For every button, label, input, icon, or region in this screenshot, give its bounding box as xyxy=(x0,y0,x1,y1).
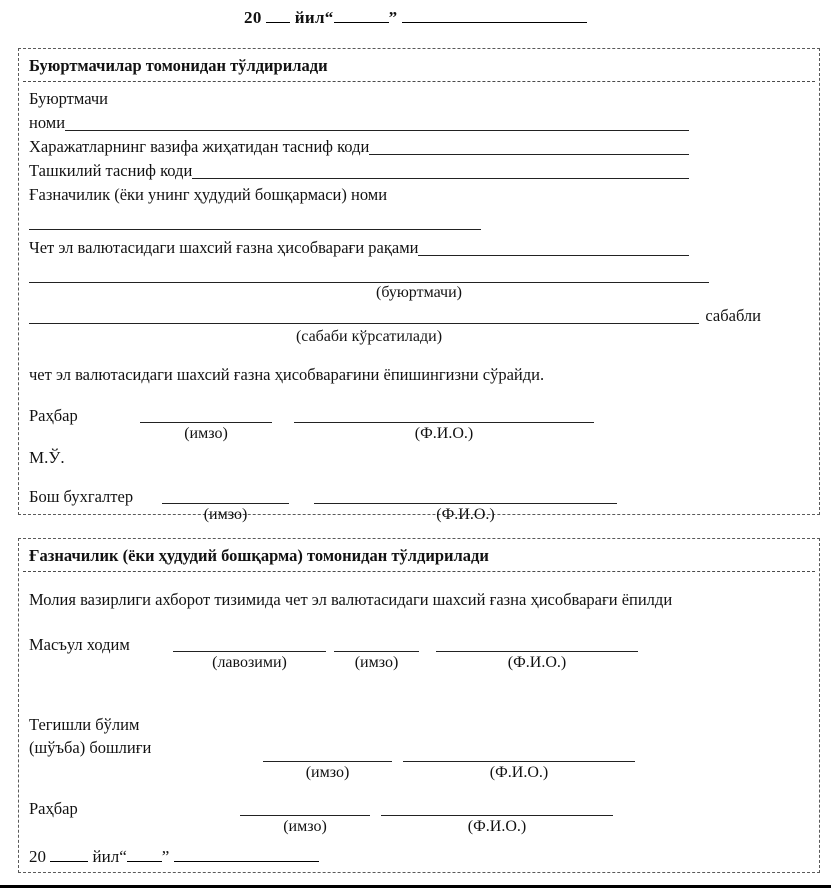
department-head-label-line2: (шўъба) бошлиғи xyxy=(29,738,152,757)
accountant-sign-block xyxy=(162,485,289,525)
officer-position-block xyxy=(173,633,326,673)
leader-fio-blank xyxy=(294,404,594,423)
bottom-date-day-blank xyxy=(127,848,162,862)
officer-sign-blank xyxy=(334,633,419,652)
bottom-date-year-prefix: 20 xyxy=(29,847,46,866)
account-number-label: Чет эл валютасидаги шахсий ғазна ҳисобварағи рақами xyxy=(29,238,419,257)
org-class-label: Ташкилий тасниф коди xyxy=(29,161,193,180)
officer-fio-block xyxy=(436,633,638,673)
bottom-date-year-blank xyxy=(50,848,88,862)
treasury-leader-sign-blank xyxy=(240,797,370,816)
treasury-leader-fio-caption: (Ф.И.О.) xyxy=(467,818,527,835)
officer-position-caption: (лавозими) xyxy=(212,654,287,671)
department-head-label-line1: Тегишли бўлим xyxy=(29,715,140,734)
officer-fio-blank xyxy=(436,633,638,652)
top-date-month-blank xyxy=(402,9,587,23)
customer-name-label: номи xyxy=(29,113,66,132)
account-number-blank xyxy=(418,240,689,256)
leader-label: Раҳбар xyxy=(29,406,78,425)
treasury-leader-label: Раҳбар xyxy=(29,799,78,818)
officer-fio-caption: (Ф.И.О.) xyxy=(507,654,567,671)
treasury-leader-signature-row xyxy=(29,797,809,837)
department-fio-caption: (Ф.И.О.) xyxy=(489,764,549,781)
org-class-row xyxy=(29,159,809,182)
account-number-row xyxy=(29,236,809,259)
reason-caption: (сабаби кўрсатилади) xyxy=(295,328,443,345)
expense-class-blank xyxy=(369,139,689,155)
reason-row xyxy=(29,304,809,327)
department-sign-block xyxy=(263,743,392,783)
stamp-label: М.Ў. xyxy=(29,448,65,467)
officer-signature-row xyxy=(29,633,809,673)
leader-sign-blank xyxy=(140,404,272,423)
top-date-day-blank xyxy=(334,9,389,23)
expense-class-label: Харажатларнинг вазифа жиҳатидан тасниф коди xyxy=(29,137,370,156)
accountant-fio-block xyxy=(314,485,617,525)
customer-name-blank xyxy=(65,115,689,131)
department-fio-blank xyxy=(403,743,635,762)
section-treasury xyxy=(18,538,820,873)
officer-position-blank xyxy=(173,633,326,652)
top-date-year-prefix: 20 xyxy=(244,8,262,27)
expense-class-row xyxy=(29,135,809,158)
accountant-signature-row xyxy=(29,485,809,525)
accountant-fio-blank xyxy=(314,485,617,504)
title-divider-2 xyxy=(23,571,815,572)
section-treasury-title: Ғазначилик (ёки ҳудудий бошқарма) томонидан тўлдирилади xyxy=(29,546,489,565)
treasury-leader-fio-block xyxy=(381,797,613,837)
department-head-signature-row xyxy=(29,713,809,783)
officer-label: Масъул ходим xyxy=(29,635,130,654)
customer-caption: (буюртмачи) xyxy=(375,284,462,301)
officer-sign-caption: (имзо) xyxy=(354,654,399,671)
section-customer-title: Буюртмачилар томонидан тўлдирилади xyxy=(29,56,328,75)
top-date-year-blank xyxy=(266,9,290,23)
customer-signature-blank xyxy=(29,263,709,283)
reason-blank xyxy=(29,308,699,324)
request-sentence: чет эл валютасидаги шахсий ғазна ҳисобварағини ёпишингизни сўрайди. xyxy=(29,365,545,384)
reason-word: сабабли xyxy=(705,306,761,325)
treasury-leader-fio-blank xyxy=(381,797,613,816)
bottom-date-close-quote: ” xyxy=(161,847,170,866)
customer-name-row xyxy=(29,111,809,134)
leader-sign-caption: (имзо) xyxy=(184,425,228,442)
department-head-label xyxy=(29,713,263,759)
accountant-label: Бош бухгалтер xyxy=(29,487,134,506)
closure-statement: Молия вазирлиги ахборот тизимида чет эл валютасидаги шахсий ғазна ҳисобварағи ёпилди xyxy=(29,590,673,609)
leader-signature-row xyxy=(29,404,809,444)
top-date-close-quote: ” xyxy=(388,8,398,27)
treasury-name-blank xyxy=(29,209,481,230)
bottom-date-year-word: йил xyxy=(92,847,120,866)
officer-sign-block xyxy=(334,633,419,673)
accountant-fio-caption: (Ф.И.О.) xyxy=(436,506,495,523)
title-divider xyxy=(23,81,815,82)
accountant-sign-blank xyxy=(162,485,289,504)
top-date-line xyxy=(0,0,831,28)
leader-sign-block xyxy=(140,404,272,444)
treasury-name-label: Ғазначилик (ёки унинг ҳудудий бошқармаси) номи xyxy=(29,185,388,204)
bottom-date-month-blank xyxy=(174,848,319,862)
treasury-leader-sign-caption: (имзо) xyxy=(283,818,327,835)
department-sign-caption: (имзо) xyxy=(305,764,350,781)
top-date-year-word: йил xyxy=(294,8,325,27)
department-sign-blank xyxy=(263,743,392,762)
treasury-leader-sign-block xyxy=(240,797,370,837)
org-class-blank xyxy=(192,163,689,179)
leader-fio-caption: (Ф.И.О.) xyxy=(414,425,474,442)
bottom-date-line xyxy=(29,847,809,867)
bottom-date-open-quote: “ xyxy=(119,847,127,866)
leader-fio-block xyxy=(294,404,594,444)
top-date-open-quote: “ xyxy=(324,8,334,27)
accountant-sign-caption: (имзо) xyxy=(203,506,248,523)
section-customer xyxy=(18,48,820,523)
department-fio-block xyxy=(403,743,635,783)
customer-label: Буюртмачи xyxy=(29,89,109,108)
